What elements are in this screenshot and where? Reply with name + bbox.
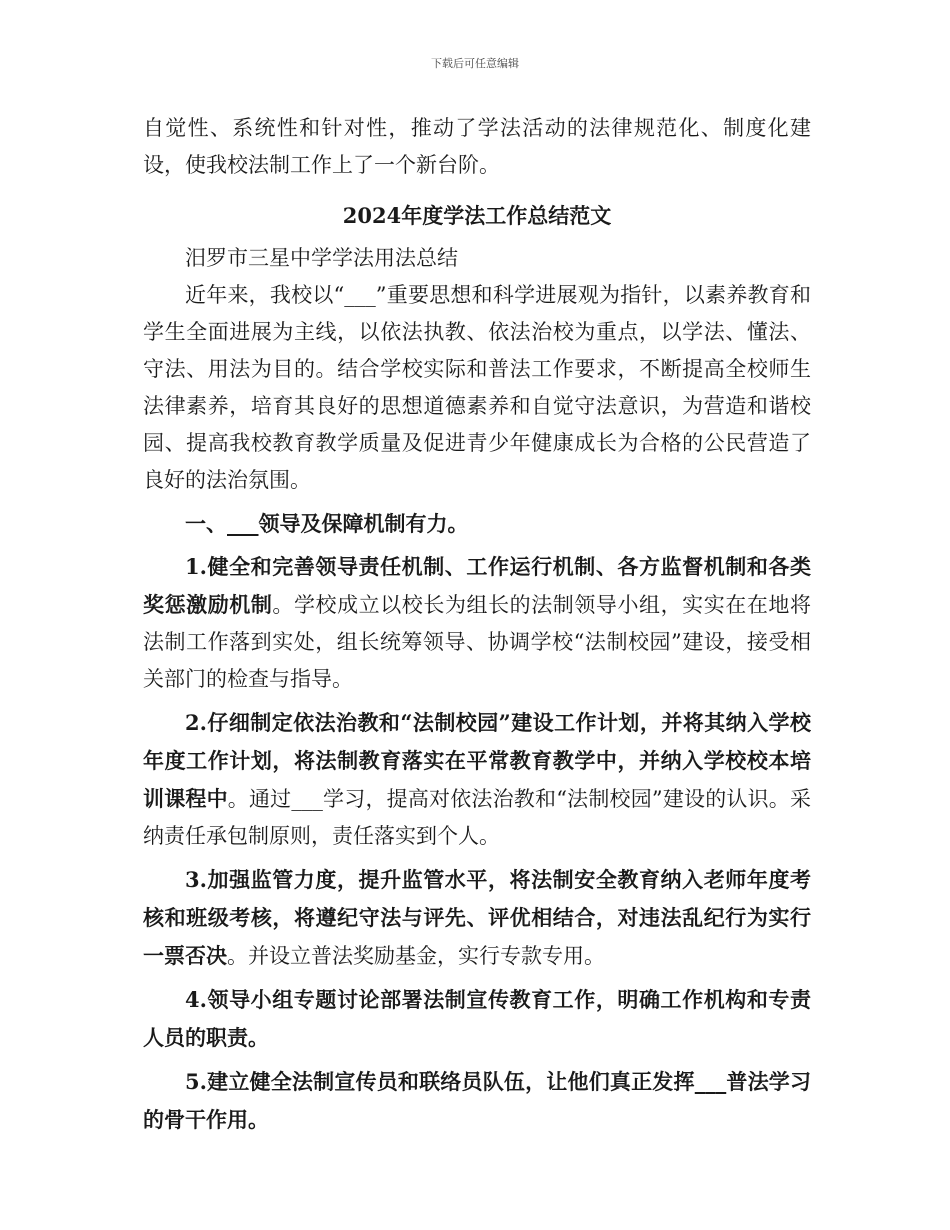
list-item-2 — [143, 704, 811, 855]
list-item-4 — [143, 981, 811, 1057]
list-item-2-bold: 2.仔细制定依法治教和“法制校园”建设工作计划，并将其纳入学校年度工作计划，将法制教育落实在平常教育教学中，并纳入学校校本培训课程中 — [143, 710, 811, 811]
list-item-2-normal: 。通过___学习，提高对依法治教和“法制校园”建设的认识。采纳责任承包制原则，责任落实到个人。 — [143, 787, 811, 848]
document-title: 2024年度学法工作总结范文 — [342, 203, 612, 228]
list-item-1-normal: 。学校成立以校长为组长的法制领导小组，实实在在地将法制工作落到实处，组长统筹领导、协调学校“法制校园”建设，接受相关部门的检查与指导。 — [143, 593, 812, 691]
list-item-4-bold: 4.领导小组专题讨论部署法制宣传教育工作，明确工作机构和专责人员的职责。 — [143, 987, 811, 1050]
document-subtitle: 汨罗市三星中学学法用法总结 — [185, 246, 458, 270]
page-header: 下载后可任意编辑 — [431, 57, 519, 70]
list-item-3-normal: 。并设立普法奖励基金，实行专款专用。 — [227, 944, 605, 968]
document-body — [143, 110, 811, 1139]
paragraph-intro: 近年来，我校以“___”重要思想和科学进展观为指针，以素养教育和学生全面进展为主线，以依法执教、依法治校为重点，以学法、懂法、守法、用法为目的。结合学校实际和普法工作要求，不断提高全校师生法律素养，培育其良好的思想道德素养和自觉守法意识，为营造和谐校园、提高我校教育教学质量及促进青少年健康成长为合格的公民营造了良好的法治氛围。 — [143, 283, 811, 492]
list-item-3 — [143, 861, 811, 975]
list-item-5-bold: 5.建立健全法制宣传员和联络员队伍，让他们真正发挥___普法学习的骨干作用。 — [143, 1069, 811, 1132]
list-item-3-bold: 3.加强监管力度，提升监管水平，将法制安全教育纳入老师年度考核和班级考核，将遵纪守法与评先、评优相结合，对违法乱纪行为实行一票否决 — [143, 867, 811, 968]
list-item-1 — [143, 548, 811, 698]
intro-paragraph: 自觉性、系统性和针对性，推动了学法活动的法律规范化、制度化建设，使我校法制工作上了一个新台阶。 — [143, 116, 811, 177]
list-item-5 — [143, 1063, 811, 1139]
list-item-1-bold: 1.健全和完善领导责任机制、工作运行机制、各方监督机制和各类奖惩激励机制 — [143, 554, 811, 617]
section-heading-1: 一、___领导及保障机制有力。 — [185, 511, 469, 536]
